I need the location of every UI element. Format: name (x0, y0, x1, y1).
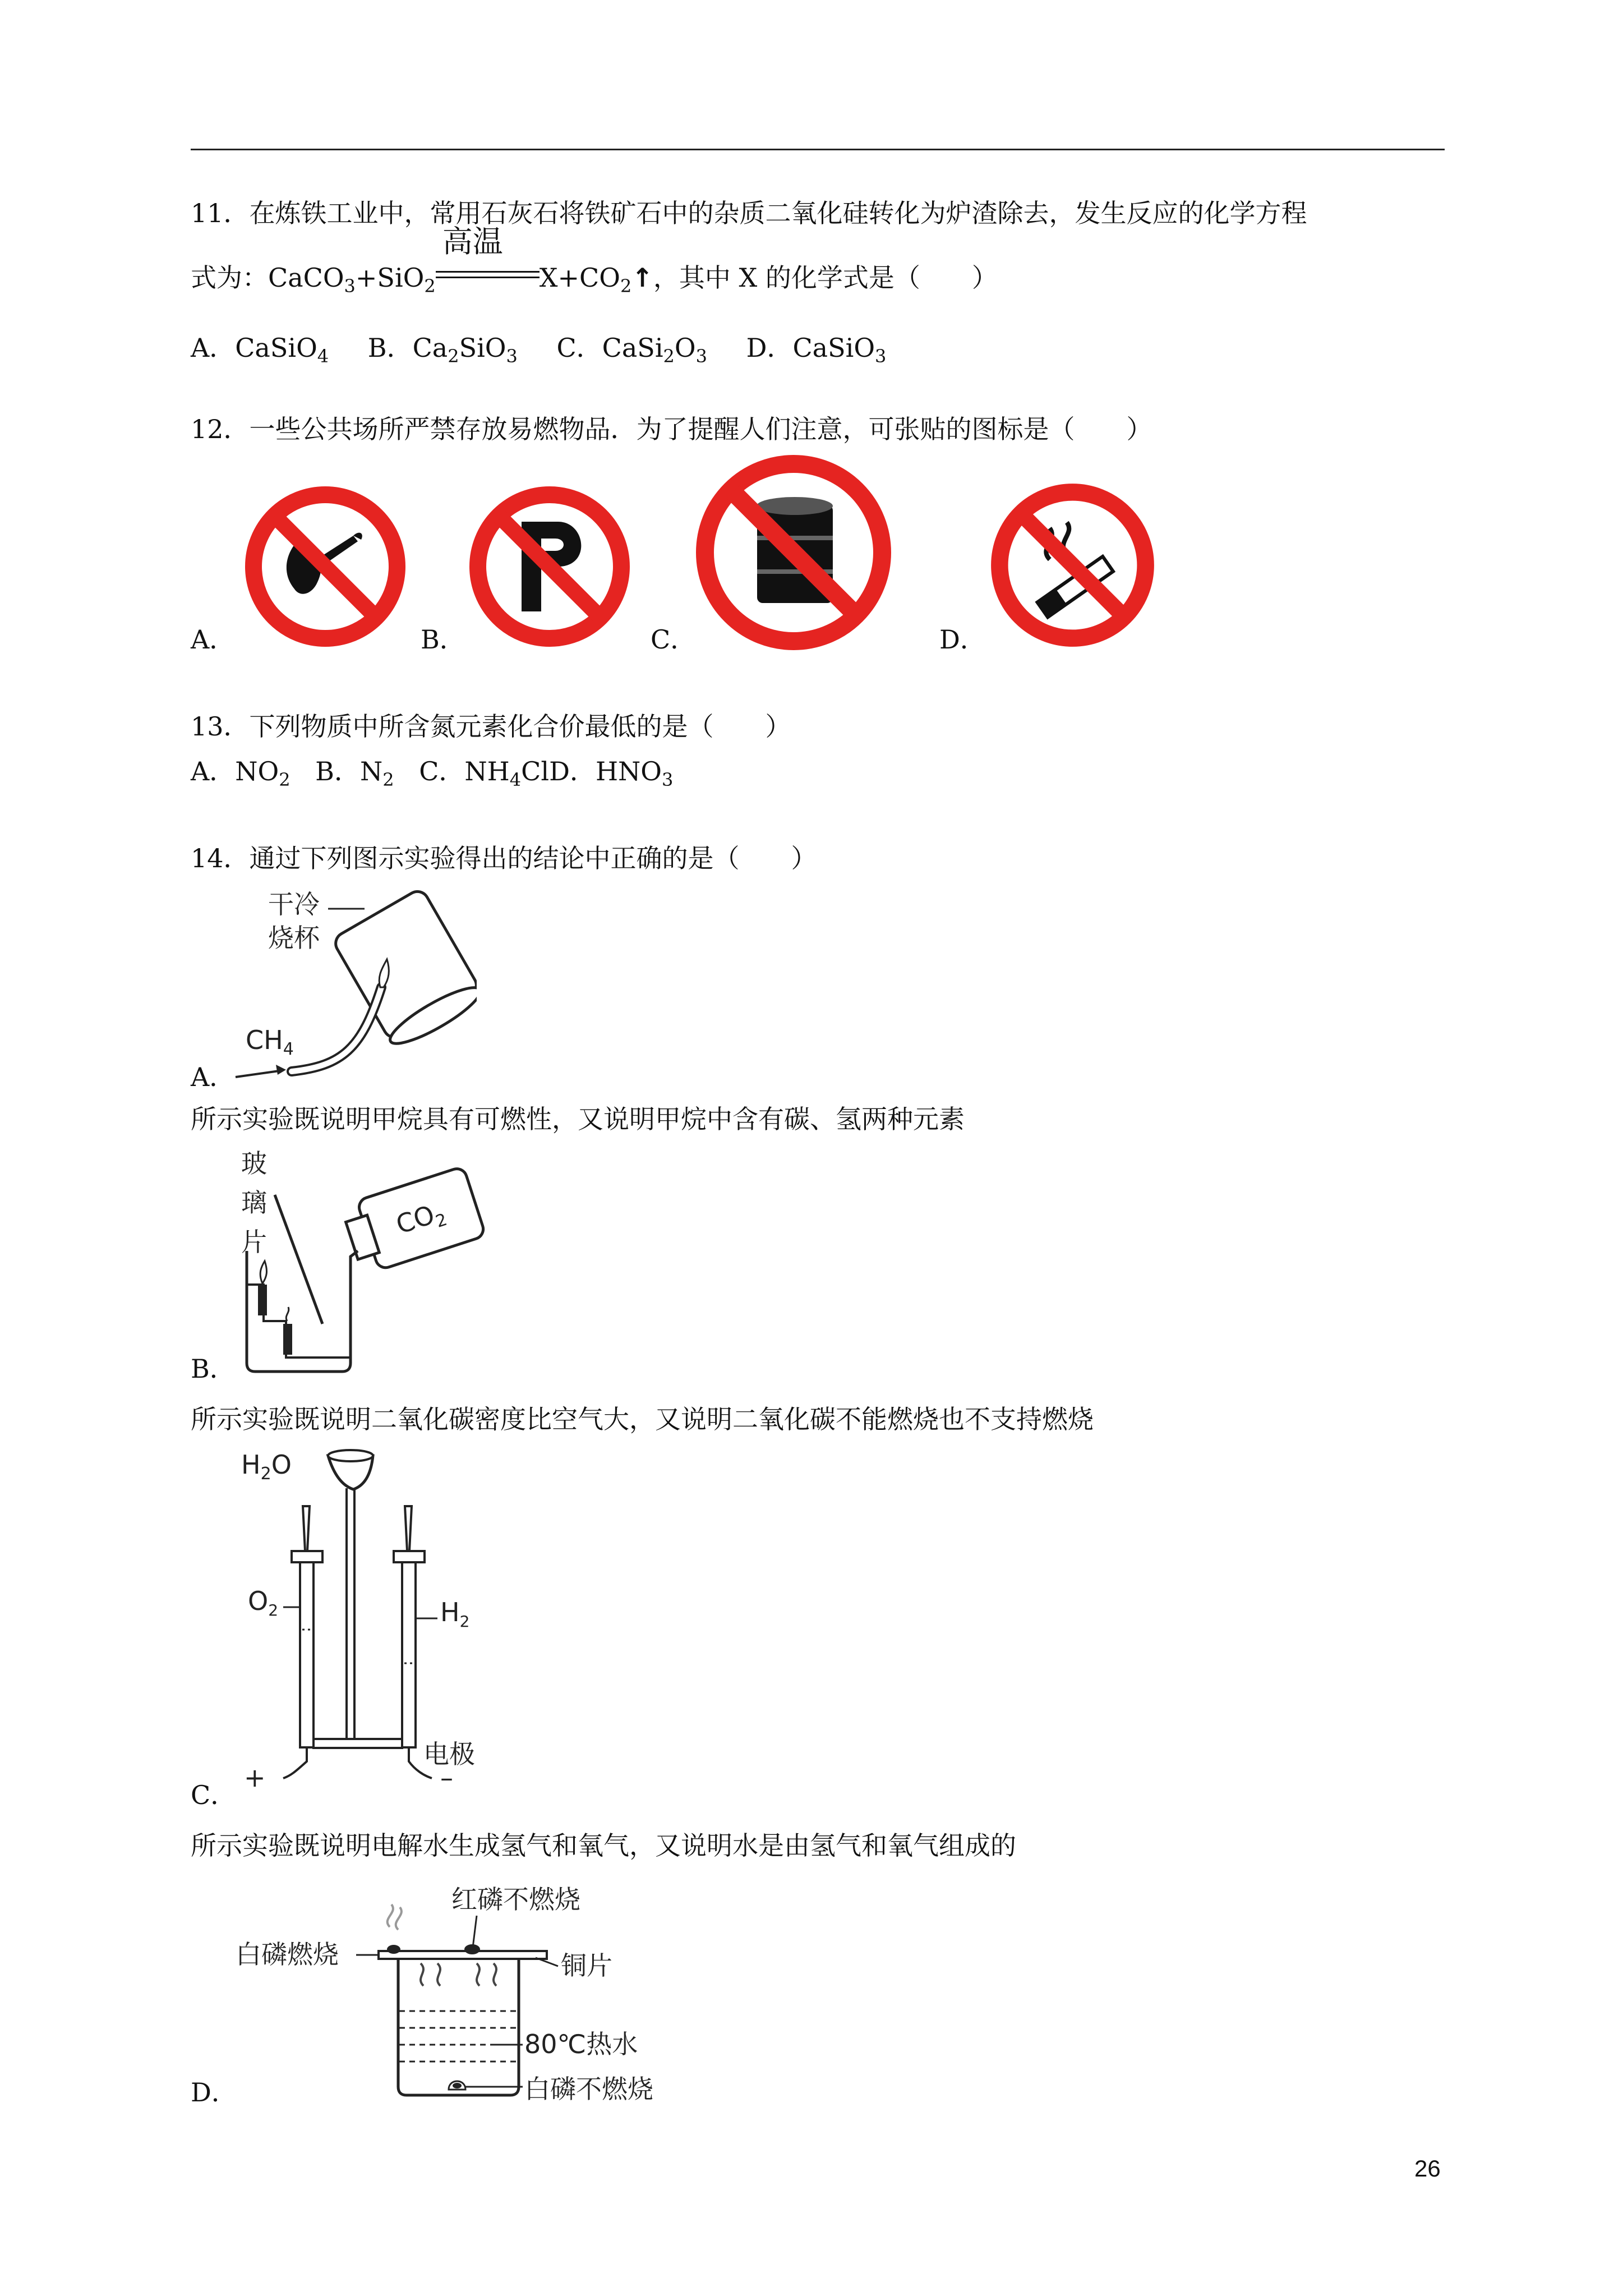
q12-label-d[interactable]: D． (939, 624, 986, 655)
figure-b-co2-candles (230, 1139, 494, 1380)
q13-option-d[interactable]: D．$HNO_3$ (549, 756, 674, 790)
label-h2: $H_2$ (440, 1597, 470, 1631)
q13-option-a[interactable]: A．$NO_2$ (191, 756, 291, 790)
label-red-phosphorus: 红磷不燃烧 (451, 1884, 580, 1915)
q11-stem-line2: 式为：CaCO$_3$+SiO$_2$ 高温 $X+CO_2↑$，其中 X 的化学式是（ ） (191, 224, 998, 297)
q13-option-b[interactable]: B．$N_2$ (315, 756, 394, 790)
q11-stem-line1: 11．在炼铁工业中，常用石灰石将铁矿石中的杂质二氧化硅转化为炉渣除去，发生反应的化学方程 (191, 198, 1307, 228)
q12-label-c[interactable]: C． (651, 624, 697, 655)
label-glass-1: 玻 (241, 1148, 267, 1179)
no-smoking-icon[interactable] (987, 480, 1158, 651)
label-o2: $O_2$ (248, 1586, 279, 1619)
figure-d-phosphorus-combustion (230, 1874, 712, 2115)
label-electrode: 电极 (423, 1739, 475, 1769)
q14-option-b-label[interactable]: B． (191, 1354, 236, 1384)
label-dry-cold: 干冷 (268, 889, 320, 919)
q12-stem: 12．一些公共场所严禁存放易燃物品．为了提醒人们注意，可张贴的图标是（ ） (191, 414, 1152, 444)
q14-option-c-label[interactable]: C． (191, 1780, 237, 1810)
q13-options (191, 754, 673, 797)
q11-option-a[interactable]: A．CaSiO$_4$ (191, 333, 329, 367)
no-fire-icon[interactable] (241, 482, 409, 651)
label-beaker: 烧杯 (268, 923, 320, 953)
label-h2o: $H_2O$ (241, 1450, 292, 1484)
q13-stem: 13．下列物质中所含氮元素化合价最低的是（ ） (191, 711, 791, 742)
no-parking-icon[interactable] (465, 482, 634, 651)
figure-a-methane-burning (230, 875, 477, 1088)
label-white-phosphorus-not-burning: 白磷不燃烧 (524, 2074, 653, 2104)
label-minus: – (440, 1763, 453, 1792)
q11-option-d[interactable]: D．CaSiO$_3$ (746, 333, 887, 367)
q14-option-b-text: 所示实验既说明二氧化碳密度比空气大，又说明二氧化碳不能燃烧也不支持燃烧 (191, 1404, 1094, 1434)
q12-label-b[interactable]: B． (421, 624, 465, 655)
q13-option-c[interactable]: C．$NH_4Cl$ (419, 756, 550, 790)
label-glass-3: 片 (241, 1227, 267, 1257)
q11-option-c[interactable]: C．$CaSi_2O_3$ (556, 333, 707, 367)
q14-stem: 14．通过下列图示实验得出的结论中正确的是（ ） (191, 843, 817, 873)
page-number: 26 (1414, 2155, 1441, 2182)
q11-option-b[interactable]: B．$Ca_2SiO_3$ (367, 333, 518, 367)
label-ch4: $CH_4$ (246, 1025, 294, 1059)
label-white-phosphorus-burning: 白磷燃烧 (236, 1939, 339, 1970)
label-co2: $CO_2$ (392, 1199, 450, 1240)
q14-option-a-label[interactable]: A． (191, 1062, 236, 1092)
q11-options (191, 331, 886, 373)
header-rule (191, 149, 1445, 150)
q14-option-d-label[interactable]: D． (191, 2077, 237, 2108)
label-hot-water: 80℃热水 (524, 2029, 638, 2059)
figure-c-water-electrolysis (230, 1439, 510, 1792)
reaction-condition: 高温 (442, 224, 503, 259)
label-plus: + (244, 1763, 266, 1792)
q12-label-a[interactable]: A． (191, 624, 236, 655)
q14-option-a-text: 所示实验既说明甲烷具有可燃性，又说明甲烷中含有碳、氢两种元素 (191, 1104, 965, 1134)
no-barrel-icon[interactable] (693, 452, 895, 654)
label-copper-sheet: 铜片 (561, 1950, 612, 1981)
reaction-arrow (436, 224, 540, 291)
q14-option-c-text: 所示实验既说明电解水生成氢气和氧气，又说明水是由氢气和氧气组成的 (191, 1830, 1016, 1861)
label-glass-2: 璃 (241, 1188, 267, 1218)
